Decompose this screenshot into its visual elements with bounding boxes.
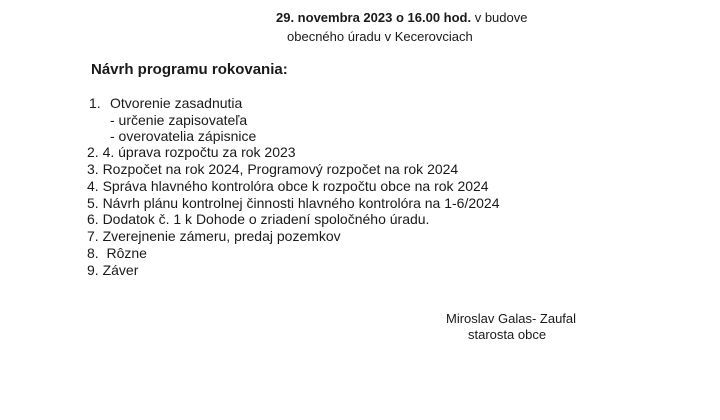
agenda-item-1-number: 1. bbox=[89, 95, 101, 111]
agenda-sub-item: - overovatelia zápisnice bbox=[110, 128, 257, 144]
agenda-item: 4. Správa hlavného kontrolóra obce k rozpočtu obce na rok 2024 bbox=[87, 178, 489, 194]
agenda-item: 7. Zverejnenie zámeru, predaj pozemkov bbox=[87, 228, 341, 244]
agenda-sub-item: - určenie zapisovateľa bbox=[110, 112, 248, 128]
meeting-date-line bbox=[276, 9, 527, 26]
agenda-item: 3. Rozpočet na rok 2024, Programový rozpočet na rok 2024 bbox=[87, 161, 459, 177]
agenda-item: 2. 4. úprava rozpočtu za rok 2023 bbox=[87, 144, 296, 160]
agenda-item-1: Otvorenie zasadnutia bbox=[110, 95, 243, 111]
signature-title: starosta obce bbox=[468, 327, 547, 342]
agenda-heading: Návrh programu rokovania: bbox=[91, 61, 288, 78]
meeting-date-time: 29. novembra 2023 o 16.00 hod. bbox=[276, 10, 472, 25]
signature-name: Miroslav Galas- Zaufal bbox=[446, 311, 577, 326]
agenda-item: 9. Záver bbox=[87, 262, 139, 278]
meeting-location-part1: v budove bbox=[471, 10, 528, 25]
agenda-item: 8. Rôzne bbox=[87, 245, 147, 261]
agenda-item: 5. Návrh plánu kontrolnej činnosti hlavného kontrolóra na 1-6/2024 bbox=[87, 195, 500, 211]
meeting-location: obecného úradu v Kecerovciach bbox=[287, 29, 473, 44]
agenda-item: 6. Dodatok č. 1 k Dohode o zriadení spoločného úradu. bbox=[87, 211, 430, 227]
